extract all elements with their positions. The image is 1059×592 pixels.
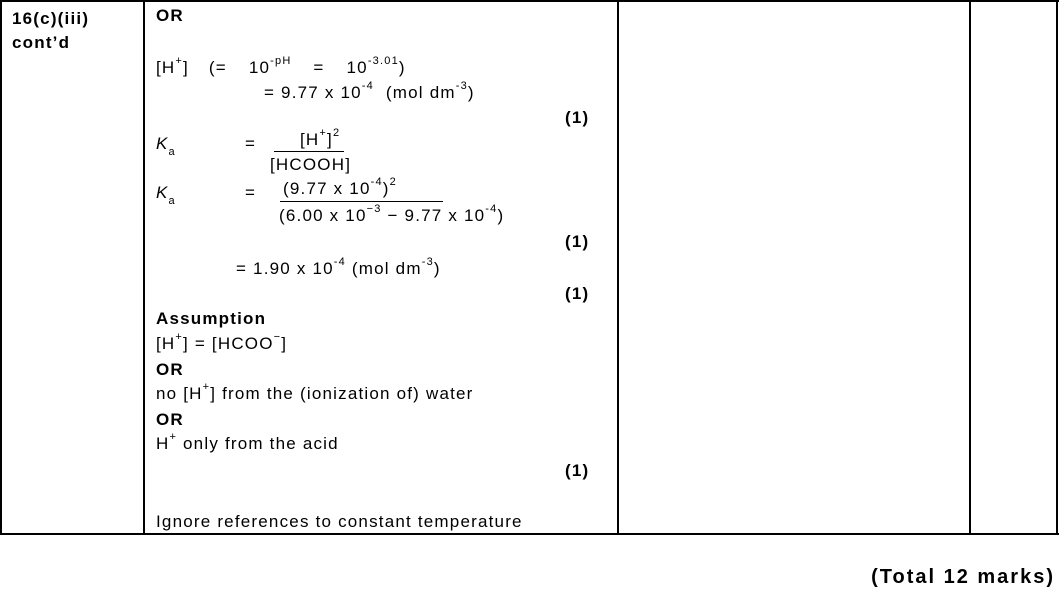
ka-fraction-2-numerator: (9.77 x $10^{-4})^2$ <box>283 176 397 198</box>
or-label-2: OR <box>156 360 184 379</box>
question-continued: cont’d <box>12 33 71 52</box>
assumption-3: H+ only from the acid <box>156 431 339 453</box>
fraction-bar-2 <box>280 201 443 202</box>
total-marks: (Total 12 marks) <box>871 566 1055 588</box>
table-bottom-border <box>0 533 1059 535</box>
column-divider-2 <box>617 0 619 535</box>
ka-fraction-2-denominator: (6.00 x $10^{-3} - 9.77$ x $10^{-4}$) <box>279 203 505 225</box>
assumption-1: [H+] = [HCOO−] <box>156 331 288 353</box>
table-left-border <box>0 0 2 535</box>
mark-3: (1) <box>565 284 590 303</box>
assumption-heading: Assumption <box>156 309 267 328</box>
h-conc-value: = 9.77 x $10^{-4}$ (mol $dm^{-3}$) <box>264 80 475 102</box>
ignore-note: Ignore references to constant temperature <box>156 512 523 531</box>
ka-fraction-1-numerator: $[H^+]^2$ <box>300 127 341 149</box>
ka-equals-1: = <box>245 134 257 153</box>
h-conc-line: [H+] (= $10^{-pH} = 10^{-3.01}$) <box>156 55 406 77</box>
mark-2: (1) <box>565 232 590 251</box>
question-number: 16(c)(iii) <box>12 9 90 28</box>
or-label-1: OR <box>156 6 184 25</box>
ka-symbol-2: $K_a$ <box>156 183 176 208</box>
ka-equals-2: = <box>245 183 257 202</box>
ka-fraction-1-denominator: [HCOOH] <box>270 155 352 174</box>
table-right-border <box>1056 0 1058 535</box>
column-divider-1 <box>143 0 145 535</box>
or-label-3: OR <box>156 410 184 429</box>
mark-1: (1) <box>565 108 590 127</box>
ka-result: = 1.90 x $10^{-4}$ (mol $dm^{-3}$) <box>236 256 441 278</box>
mark-4: (1) <box>565 461 590 480</box>
column-divider-3 <box>969 0 971 535</box>
assumption-2: no [H+] from the (ionization of) water <box>156 381 474 403</box>
table-top-border <box>0 0 1059 2</box>
fraction-bar-1 <box>274 151 344 152</box>
ka-symbol-1: $K_a$ <box>156 134 176 159</box>
